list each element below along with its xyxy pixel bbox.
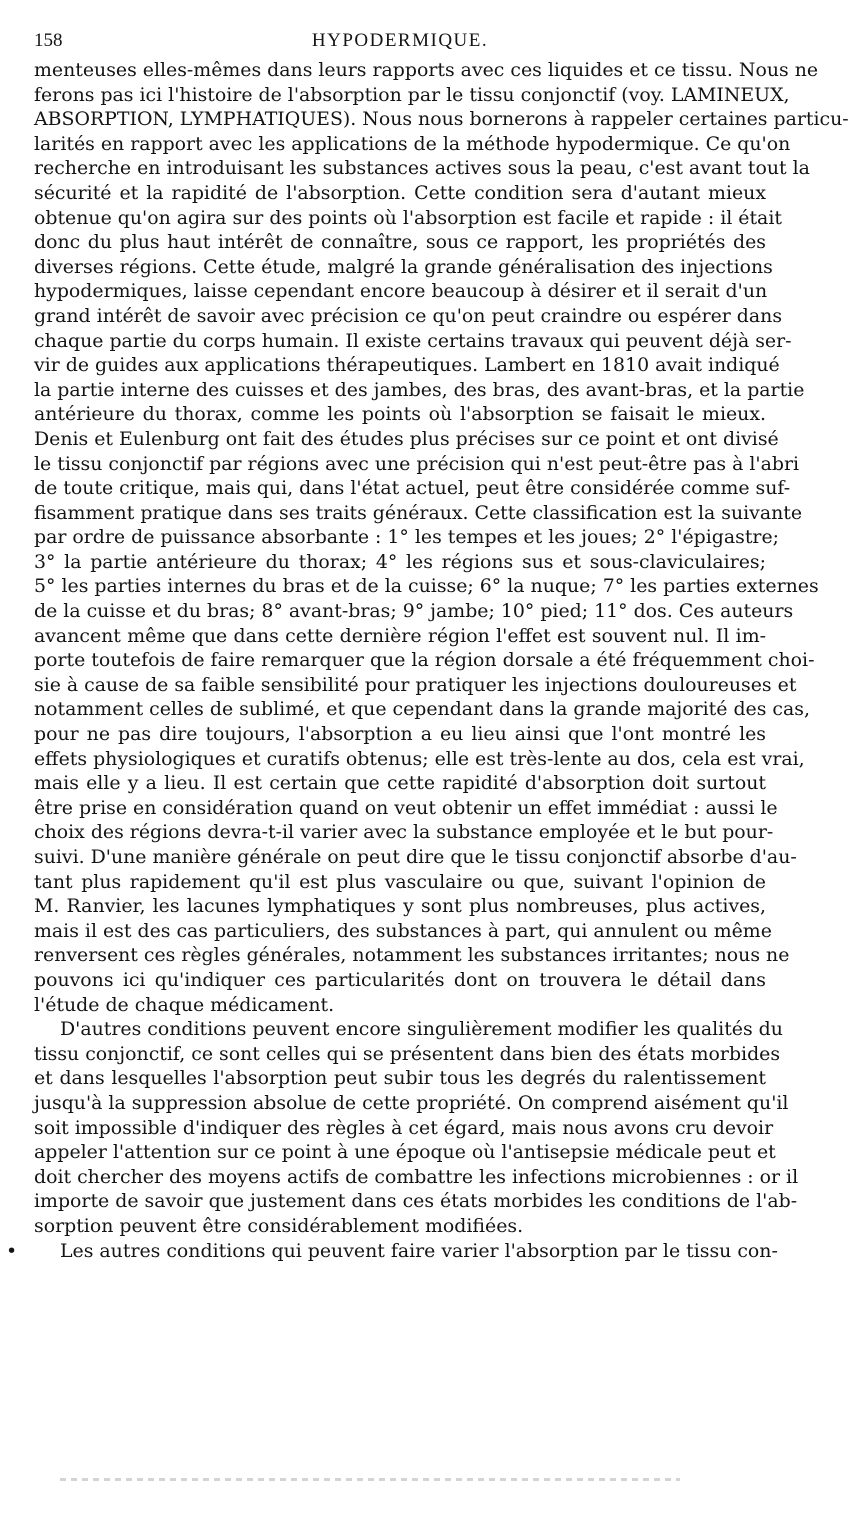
text-line: chaque partie du corps humain. Il existe certains travaux qui peuvent déjà ser- bbox=[34, 329, 792, 352]
text-line: ferons pas ici l'histoire de l'absorption par le tissu conjonctif (voy. LAMINEUX, bbox=[34, 83, 790, 106]
text-line: soit impossible d'indiquer des règles à cet égard, mais nous avons cru devoir bbox=[34, 1116, 774, 1139]
text-line: effets physiologiques et curatifs obtenus; elle est très-lente au dos, cela est vrai, bbox=[34, 747, 805, 770]
text-line: menteuses elles-mêmes dans leurs rapports avec ces liquides et ce tissu. Nous ne bbox=[34, 59, 819, 81]
running-header bbox=[34, 30, 766, 58]
text-line: sécurité et la rapidité de l'absorption. Cette condition sera d'autant mieux bbox=[34, 181, 766, 204]
body-text bbox=[6, 58, 849, 1263]
text-line: sie à cause de sa faible sensibilité pour pratiquer les injections douloureuses et bbox=[34, 673, 797, 696]
text-line: pouvons ici qu'indiquer ces particularités dont on trouvera le détail dans bbox=[34, 968, 766, 991]
text-line: de la cuisse et du bras; 8° avant-bras; 9° jambe; 10° pied; 11° dos. Ces auteurs bbox=[34, 600, 794, 623]
text-line: mais elle y a lieu. Il est certain que cette rapidité d'absorption doit surtout bbox=[34, 772, 766, 795]
text-line: jusqu'à la suppression absolue de cette propriété. On comprend aisément qu'il bbox=[34, 1091, 789, 1114]
running-title: HYPODERMIQUE. bbox=[311, 30, 489, 51]
text-line: la partie interne des cuisses et des jambes, des bras, des avant-bras, et la partie bbox=[34, 378, 805, 401]
page-number: 158 bbox=[34, 30, 63, 51]
text-line: 5° les parties internes du bras et de la cuisse; 6° la nuque; 7° les parties externes bbox=[34, 575, 819, 598]
text-line: antérieure du thorax, comme les points où l'absorption se faisait le mieux. bbox=[34, 403, 766, 426]
paragraph-3 bbox=[6, 1239, 778, 1264]
text-line: porte toutefois de faire remarquer que la région dorsale a été fréquemment choi- bbox=[34, 649, 815, 672]
text-line: recherche en introduisant les substances actives sous la peau, c'est avant tout la bbox=[34, 157, 810, 180]
text-line: notamment celles de sublimé, et que cependant dans la grande majorité des cas, bbox=[34, 698, 810, 721]
scan-artifact bbox=[60, 1478, 680, 1481]
text-line: par ordre de puissance absorbante : 1° les tempes et les joues; 2° l'épigastre; bbox=[34, 526, 779, 549]
text-line: larités en rapport avec les applications de la méthode hypodermique. Ce qu'on bbox=[34, 132, 791, 155]
document-page bbox=[6, 30, 849, 1263]
text-line: hypodermiques, laisse cependant encore beaucoup à désirer et il serait d'un bbox=[34, 280, 768, 303]
text-line: doit chercher des moyens actifs de combattre les infections microbiennes : or il bbox=[34, 1165, 799, 1188]
paragraph-1 bbox=[34, 58, 849, 1017]
text-line: Denis et Eulenburg ont fait des études plus précises sur ce point et ont divisé bbox=[34, 427, 779, 450]
text-line: tant plus rapidement qu'il est plus vasculaire ou que, suivant l'opinion de bbox=[34, 870, 766, 893]
text-line: et dans lesquelles l'absorption peut subir tous les degrés du ralentissement bbox=[34, 1067, 766, 1090]
text-line: appeler l'attention sur ce point à une époque où l'antisepsie médicale peut et bbox=[34, 1141, 776, 1164]
text-line: de toute critique, mais qui, dans l'état actuel, peut être considérée comme suf- bbox=[34, 477, 791, 500]
text-line: suivi. D'une manière générale on peut dire que le tissu conjonctif absorbe d'au- bbox=[34, 846, 797, 868]
margin-mark: • bbox=[6, 1239, 18, 1262]
text-line: vir de guides aux applications thérapeutiques. Lambert en 1810 avait indiqué bbox=[34, 354, 780, 377]
text-line: avancent même que dans cette dernière région l'effet est souvent nul. Il im- bbox=[34, 624, 766, 647]
text-line: D'autres conditions peuvent encore singulièrement modifier les qualités du bbox=[60, 1018, 783, 1041]
text-line: le tissu conjonctif par régions avec une précision qui n'est peut-être pas à l'abri bbox=[34, 452, 800, 475]
text-line: Les autres conditions qui peuvent faire varier l'absorption par le tissu con- bbox=[60, 1239, 778, 1262]
text-line: renversent ces règles générales, notamment les substances irritantes; nous ne bbox=[34, 944, 790, 967]
text-line: être prise en considération quand on veut obtenir un effet immédiat : aussi le bbox=[34, 796, 778, 819]
text-line: importe de savoir que justement dans ces états morbides les conditions de l'ab- bbox=[34, 1190, 798, 1213]
text-line: choix des régions devra-t-il varier avec la substance employée et le but pour- bbox=[34, 821, 774, 844]
text-line: donc du plus haut intérêt de connaître, sous ce rapport, les propriétés des bbox=[34, 231, 766, 254]
text-line: 3° la partie antérieure du thorax; 4° les régions sus et sous-claviculaires; bbox=[34, 550, 766, 573]
text-line: sorption peuvent être considérablement modifiées. bbox=[34, 1214, 524, 1237]
text-line: obtenue qu'on agira sur des points où l'absorption est facile et rapide : il était bbox=[34, 206, 782, 229]
text-line: diverses régions. Cette étude, malgré la grande généralisation des injections bbox=[34, 255, 773, 278]
text-line: mais il est des cas particuliers, des substances à part, qui annulent ou même bbox=[34, 919, 772, 942]
text-line: ABSORPTION, LYMPHATIQUES). Nous nous bornerons à rappeler certaines particu- bbox=[34, 108, 849, 131]
text-line: tissu conjonctif, ce sont celles qui se présentent dans bien des états morbides bbox=[34, 1042, 781, 1065]
text-line: M. Ranvier, les lacunes lymphatiques y sont plus nombreuses, plus actives, bbox=[34, 895, 766, 918]
text-line: grand intérêt de savoir avec précision ce qu'on peut craindre ou espérer dans bbox=[34, 304, 783, 327]
text-line: l'étude de chaque médicament. bbox=[34, 993, 335, 1016]
paragraph-2 bbox=[34, 1017, 799, 1238]
text-line: pour ne pas dire toujours, l'absorption a eu lieu ainsi que l'ont montré les bbox=[34, 723, 766, 746]
text-line: fisamment pratique dans ses traits généraux. Cette classification est la suivante bbox=[34, 501, 803, 524]
